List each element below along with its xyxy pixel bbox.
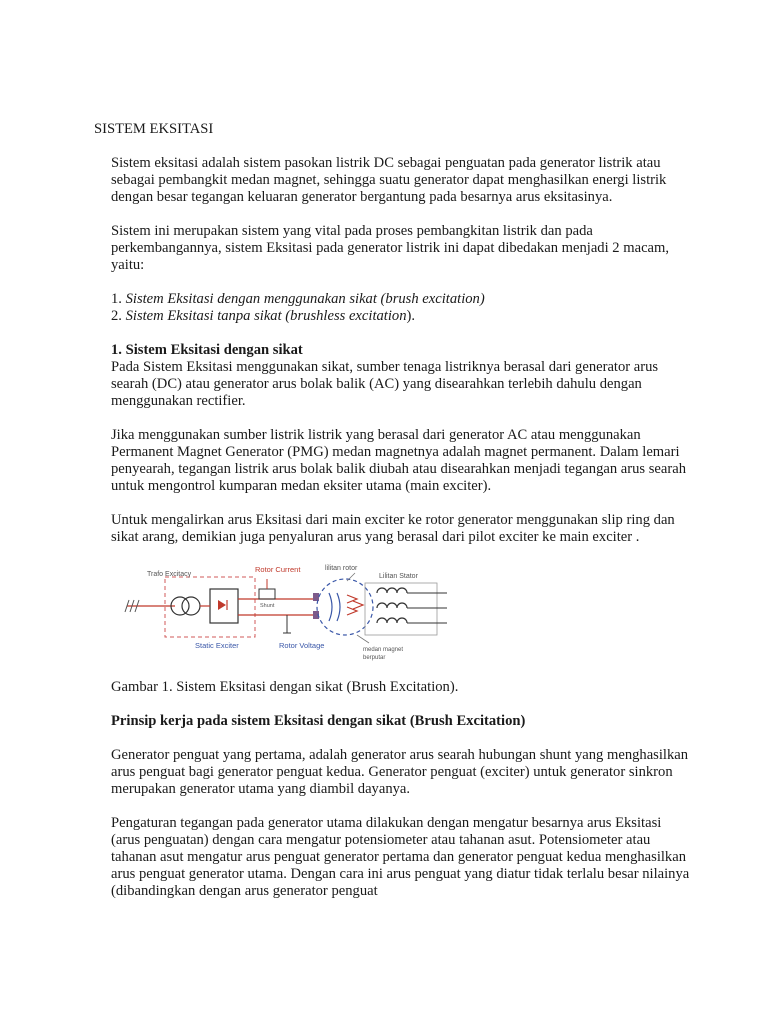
- section-heading: 1. Sistem Eksitasi dengan sikat: [111, 342, 303, 358]
- excitation-types-list: [111, 291, 691, 325]
- document-body: [111, 155, 691, 917]
- pmg-paragraph: Jika menggunakan sumber listrik listrik yang berasal dari generator AC atau menggunakan Permanent Magnet Generator (PMG) medan magnetnya adalah magnet permanent. Dalam lemari penyearah, tegangan listrik arus bolak balik diubah atau disearahkan menjadi tegangan arus searah untuk mengontrol kumparan medan eksiter utama (main exciter).: [111, 427, 687, 494]
- diagram-svg: [117, 563, 457, 671]
- list-item: [111, 291, 691, 308]
- principle-heading: Prinsip kerja pada sistem Eksitasi dengan sikat (Brush Excitation): [111, 713, 526, 729]
- list-item-number: 2.: [111, 308, 126, 324]
- trafo-label: Trafo Excitacy: [147, 571, 192, 578]
- list-item: [111, 308, 691, 325]
- shunt-label: Shunt: [260, 603, 275, 609]
- medan-magnet-label: medan magnet: [363, 647, 404, 653]
- list-item-text: Sistem Eksitasi dengan menggunakan sikat (brush excitation): [125, 291, 485, 307]
- static-exciter-label: Static Exciter: [195, 641, 239, 650]
- lilitan-rotor-label: lilitan rotor: [325, 565, 358, 572]
- list-item-number: 1.: [111, 291, 126, 307]
- berputar-label: berputar: [363, 655, 386, 661]
- stator-coil-icon: [377, 588, 407, 593]
- rotor-current-label: Rotor Current: [255, 565, 301, 574]
- section1-paragraph: Pada Sistem Eksitasi menggunakan sikat, sumber tenaga listriknya berasal dari generator arus searah (DC) atau generator arus bolak balik (AC) yang disearahkan terlebih dahulu dengan menggunakan rectifier.: [111, 359, 659, 409]
- intro-paragraph: Sistem eksitasi adalah sistem pasokan listrik DC sebagai penguatan pada generator listrik atau sebagai pembangkit medan magnet, sehingga suatu generator dapat menghasilkan energi listrik dengan besar tegangan keluaran generator bergantung pada besarnya arus eksitasinya.: [111, 155, 667, 205]
- list-item-text: Sistem Eksitasi tanpa sikat (brushless excitation: [125, 308, 407, 324]
- regulation-paragraph: Pengaturan tegangan pada generator utama dilakukan dengan mengatur besarnya arus Eksitasi (arus penguatan) dengan cara mengatur potensiometer atau tahanan asut. Potensiometer atau tahanan asut mengatur arus penguat generator pertama dan generator penguat kedua menghasilkan arus penguat generator utama. Dengan cara ini arus penguat yang diatur tidak terlalu besar nilainya (dibandingkan dengan arus generator penguat: [111, 815, 690, 899]
- figure-caption: Gambar 1. Sistem Eksitasi dengan sikat (Brush Excitation).: [111, 679, 459, 695]
- shunt-generator-paragraph: Generator penguat yang pertama, adalah generator arus searah hubungan shunt yang menghasilkan arus penguat bagi generator penguat kedua. Generator penguat (exciter) untuk generator sinkron merupakan generator utama yang diambil dayanya.: [111, 747, 689, 797]
- list-item-end: ).: [406, 308, 416, 324]
- brush-excitation-diagram: [117, 563, 457, 671]
- types-intro-paragraph: Sistem ini merupakan sistem yang vital pada proses pembangkitan listrik dan pada perkembangannya, sistem Eksitasi pada generator listrik ini dapat dibedakan menjadi 2 macam, yaitu:: [111, 223, 670, 273]
- lilitan-stator-label: Lilitan Stator: [379, 573, 418, 580]
- document-title: SISTEM EKSITASI: [94, 121, 214, 137]
- rotor-voltage-label: Rotor Voltage: [279, 641, 325, 650]
- slip-ring-paragraph: Untuk mengalirkan arus Eksitasi dari main exciter ke rotor generator menggunakan slip ring dan sikat arang, demikian juga penyaluran arus yang berasal dari pilot exciter ke main exciter .: [111, 512, 675, 545]
